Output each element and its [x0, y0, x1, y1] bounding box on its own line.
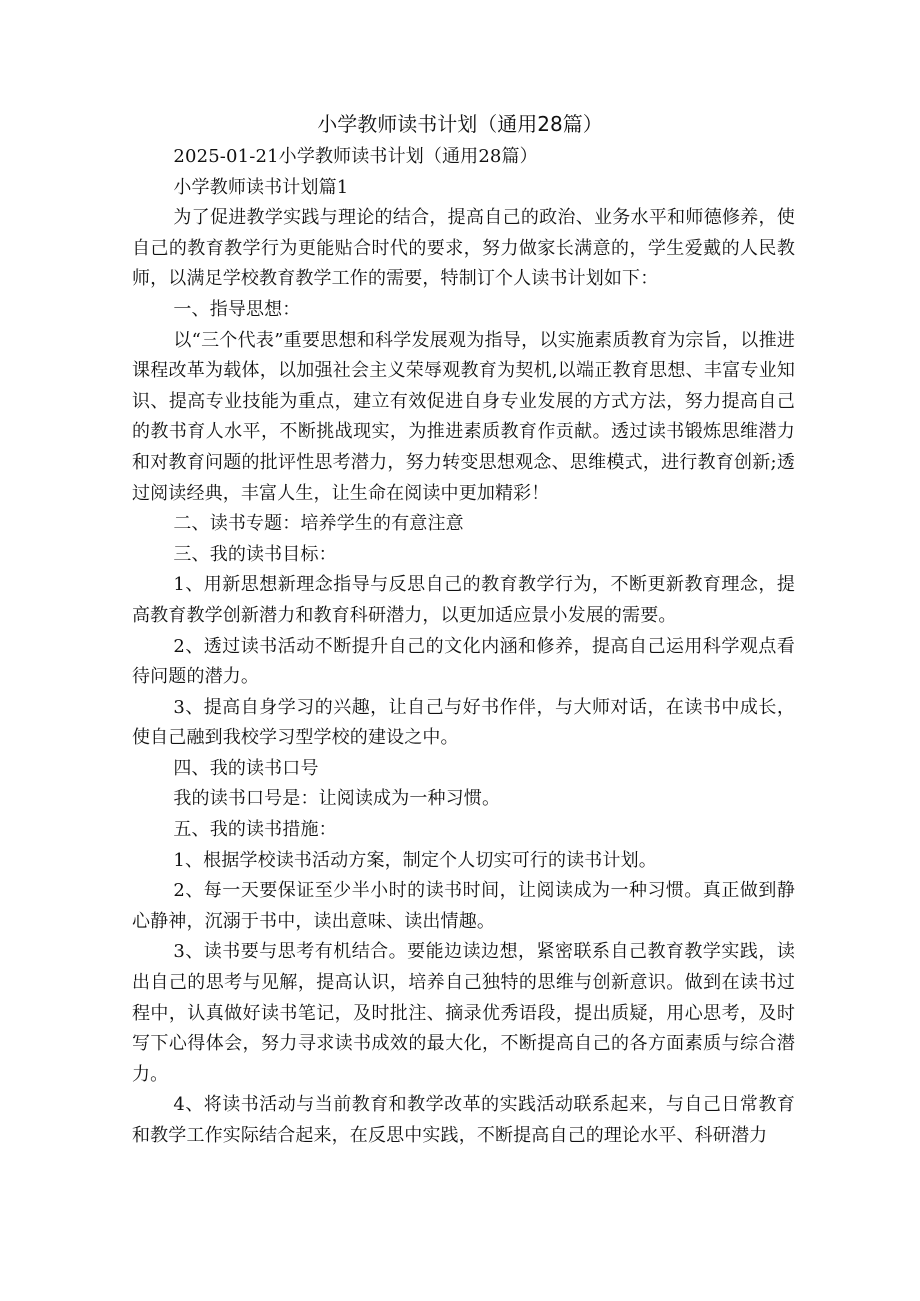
paragraph: 为了促进教学实践与理论的结合，提高自己的政治、业务水平和师德修养，使自己的教育教学行为更能贴合时代的要求，努力做家长满意的，学生爱戴的人民教师，以满足学校教育教学工作的需要，特制订个人读书计划如下： [132, 207, 795, 290]
list-item: 3、读书要与思考有机结合。要能边读边想，紧密联系自己教育教学实践，读出自己的思考与见解，提高认识，培养自己独特的思维与创新意识。做到在读书过程中，认真做好读书笔记，及时批注、摘录优秀语段，提出质疑，用心思考，及时写下心得体会，努力寻求读书成效的最大化，不断提高自己的各方面素质与综合潜力。 [132, 941, 795, 1085]
paragraph: 以“三个代表”重要思想和科学发展观为指导，以实施素质教育为宗旨，以推进课程改革为载体，以加强社会主义荣辱观教育为契机,以端正教育思想、丰富专业知识、提高专业技能为重点，建立有效促进自身专业发展的方式方法，努力提高自己的教书育人水平，不断挑战现实，为推进素质教育作贡献。透过读书锻炼思维潜力和对教育问题的批评性思考潜力，努力转变思想观念、思维模式，进行教育创新;透过阅读经典，丰富人生，让生命在阅读中更加精彩！ [132, 329, 795, 504]
section-heading: 三、我的读书目标： [173, 543, 337, 565]
list-item: 1、用新思想新理念指导与反思自己的教育教学行为，不断更新教育理念，提高教育教学创新潜力和教育科研潜力，以更加适应景小发展的需要。 [132, 574, 795, 626]
section-heading: 四、我的读书口号 [173, 757, 319, 779]
section-heading: 小学教师读书计划篇1 [173, 176, 349, 198]
paragraph: 我的读书口号是：让阅读成为一种习惯。 [173, 788, 501, 810]
list-item: 3、提高自身学习的兴趣，让自己与好书作伴，与大师对话，在读书中成长，使自己融到我校学习型学校的建设之中。 [132, 696, 795, 749]
section-heading: 五、我的读书措施： [173, 819, 337, 841]
section-heading: 一、指导思想： [173, 298, 301, 320]
list-item: 2、每一天要保证至少半小时的读书时间，让阅读成为一种习惯。真正做到静心静神，沉溺于书中，读出意味、读出情趣。 [132, 880, 795, 932]
section-heading: 二、读书专题：培养学生的有意注意 [173, 513, 464, 535]
list-item: 1、根据学校读书活动方案，制定个人切实可行的读书计划。 [173, 849, 657, 871]
list-item: 2、透过读书活动不断提升自己的文化内涵和修养，提高自己运用科学观点看待问题的潜力。 [132, 635, 795, 688]
meta-line: 2025-01-21小学教师读书计划（通用28篇） [173, 146, 538, 167]
list-item: 4、将读书活动与当前教育和教学改革的实践活动联系起来，与自己日常教育和教学工作实际结合起来，在反思中实践，不断提高自己的理论水平、科研潜力 [132, 1094, 795, 1146]
document-title: 小学教师读书计划（通用28篇） [317, 112, 603, 136]
document-body [132, 142, 795, 1152]
